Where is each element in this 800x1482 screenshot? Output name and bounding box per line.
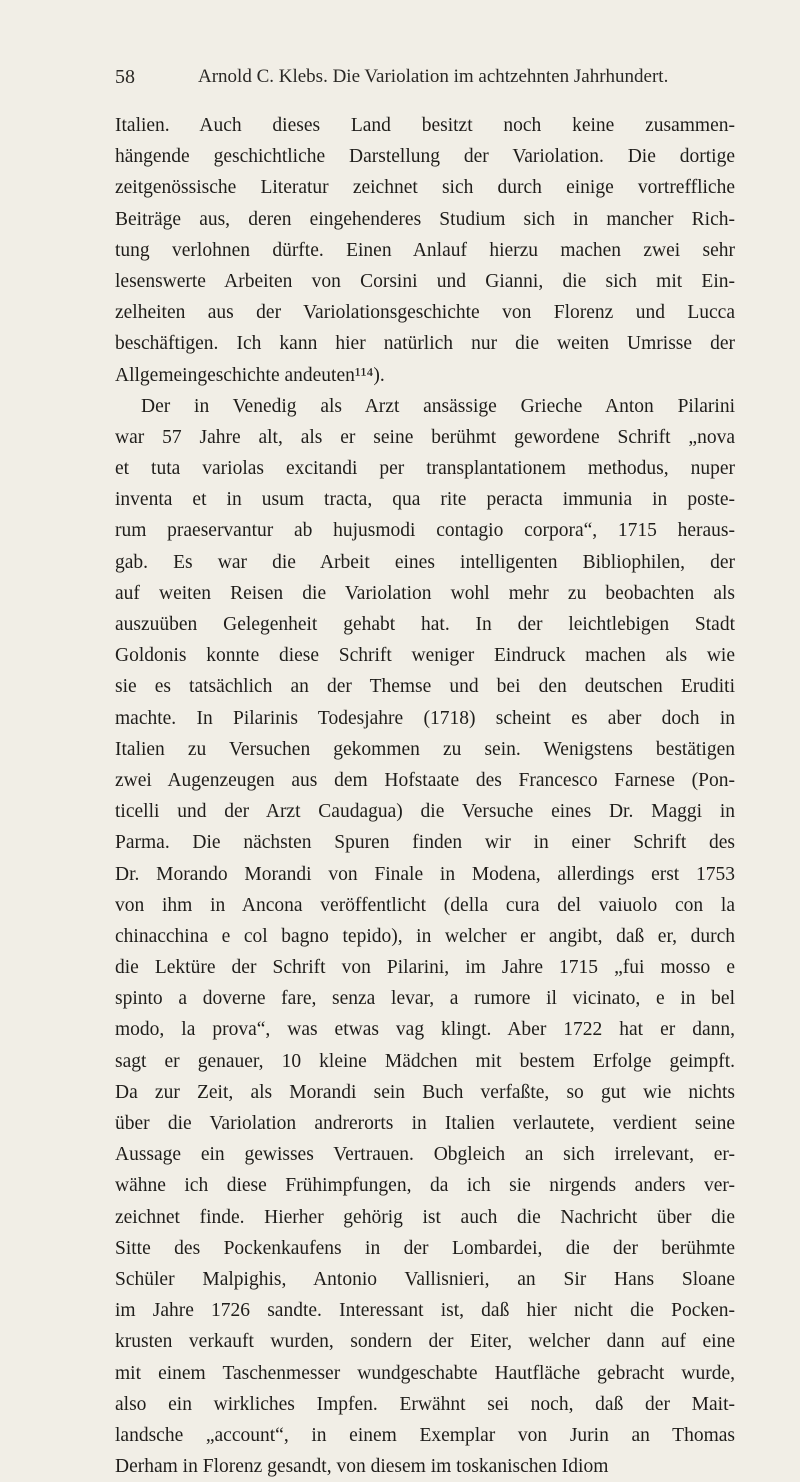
paragraph xyxy=(115,391,735,1482)
text-line: Beiträge aus, deren eingehenderes Studium sich in mancher Rich- xyxy=(115,208,735,230)
text-line: Schüler Malpighis, Antonio Vallisnieri, an Sir Hans Sloane xyxy=(115,1268,735,1290)
text-line: inventa et in usum tracta, qua rite peracta immunia in poste- xyxy=(115,489,735,511)
text-line: zeichnet finde. Hierher gehörig ist auch die Nachricht über die xyxy=(115,1206,735,1228)
text-line: zeitgenössische Literatur zeichnet sich durch einige vortreffliche xyxy=(115,177,735,199)
text-line: Der in Venedig als Arzt ansässige Grieche Anton Pilarini xyxy=(141,395,735,417)
text-line: Allgemeingeschichte andeuten¹¹⁴). xyxy=(115,364,385,386)
text-line: zelheiten aus der Variolationsgeschichte von Florenz und Lucca xyxy=(115,302,735,324)
text-line: rum praeservantur ab hujusmodi contagio corpora“, 1715 heraus- xyxy=(115,520,735,542)
text-line: lesenswerte Arbeiten von Corsini und Gianni, die sich mit Ein- xyxy=(115,270,735,292)
text-line: Goldonis konnte diese Schrift weniger Eindruck machen als wie xyxy=(115,645,735,667)
running-head: Arnold C. Klebs. Die Variolation im achtzehnten Jahrhundert. xyxy=(198,66,669,87)
text-line: Da zur Zeit, als Morandi sein Buch verfaßte, so gut wie nichts xyxy=(115,1081,735,1103)
text-line: machte. In Pilarinis Todesjahre (1718) scheint es aber doch in xyxy=(115,707,735,729)
text-line: über die Variolation andrerorts in Italien verlautete, verdient seine xyxy=(115,1113,735,1134)
text-line: gab. Es war die Arbeit eines intelligenten Bibliophilen, der xyxy=(115,551,735,573)
text-line: also ein wirkliches Impfen. Erwähnt sei noch, daß der Mait- xyxy=(115,1393,735,1415)
text-line: Sitte des Pockenkaufens in der Lombardei, die der berühmte xyxy=(115,1237,735,1259)
body-text xyxy=(115,110,735,1482)
text-line: krusten verkauft wurden, sondern der Eiter, welcher dann auf eine xyxy=(115,1331,735,1353)
text-line: chinacchina e col bagno tepido), in welcher er angibt, daß er, durch xyxy=(115,925,735,947)
text-line: Dr. Morando Morandi von Finale in Modena, allerdings erst 1753 xyxy=(115,863,735,885)
text-line: ticelli und der Arzt Caudagua) die Versuche eines Dr. Maggi in xyxy=(115,801,735,823)
text-line: die Lektüre der Schrift von Pilarini, im Jahre 1715 „fui mosso e xyxy=(115,957,735,979)
text-line: auf weiten Reisen die Variolation wohl mehr zu beobachten als xyxy=(115,582,735,604)
paragraph xyxy=(115,110,735,391)
text-line: wähne ich diese Frühimpfungen, da ich sie nirgends anders ver- xyxy=(115,1175,735,1197)
page-number: 58 xyxy=(115,66,135,88)
text-line: landsche „account“, in einem Exemplar von Jurin an Thomas xyxy=(115,1424,735,1446)
text-line: beschäftigen. Ich kann hier natürlich nur die weiten Umrisse der xyxy=(115,333,735,355)
page-header xyxy=(115,66,730,92)
text-line: modo, la prova“, was etwas vag klingt. Aber 1722 hat er dann, xyxy=(115,1019,735,1041)
text-line: Aussage ein gewisses Vertrauen. Obgleich an sich irrelevant, er- xyxy=(115,1144,735,1166)
text-line: auszuüben Gelegenheit gehabt hat. In der leichtlebigen Stadt xyxy=(115,614,735,635)
text-line: mit einem Taschenmesser wundgeschabte Hautfläche gebracht wurde, xyxy=(115,1362,735,1384)
text-line: et tuta variolas excitandi per transplantationem methodus, nuper xyxy=(115,458,735,480)
text-line: Italien. Auch dieses Land besitzt noch keine zusammen- xyxy=(115,115,735,136)
text-line: im Jahre 1726 sandte. Interessant ist, daß hier nicht die Pocken- xyxy=(115,1300,735,1322)
text-line: Parma. Die nächsten Spuren finden wir in einer Schrift des xyxy=(115,832,735,854)
text-line: sie es tatsächlich an der Themse und bei den deutschen Eruditi xyxy=(115,676,735,698)
text-line: spinto a doverne fare, senza levar, a rumore il vicinato, e in bel xyxy=(115,988,735,1010)
text-line: Italien zu Versuchen gekommen zu sein. Wenigstens bestätigen xyxy=(115,738,735,760)
text-line: Derham in Florenz gesandt, von diesem im toskanischen Idiom xyxy=(115,1456,609,1478)
text-line: sagt er genauer, 10 kleine Mädchen mit bestem Erfolge geimpft. xyxy=(115,1050,735,1072)
text-line: tung verlohnen dürfte. Einen Anlauf hierzu machen zwei sehr xyxy=(115,239,735,261)
text-line: zwei Augenzeugen aus dem Hofstaate des Francesco Farnese (Pon- xyxy=(115,769,735,791)
text-line: von ihm in Ancona veröffentlicht (della cura del vaiuolo con la xyxy=(115,894,735,916)
text-line: hängende geschichtliche Darstellung der Variolation. Die dortige xyxy=(115,146,735,168)
text-line: war 57 Jahre alt, als er seine berühmt gewordene Schrift „nova xyxy=(115,426,735,448)
